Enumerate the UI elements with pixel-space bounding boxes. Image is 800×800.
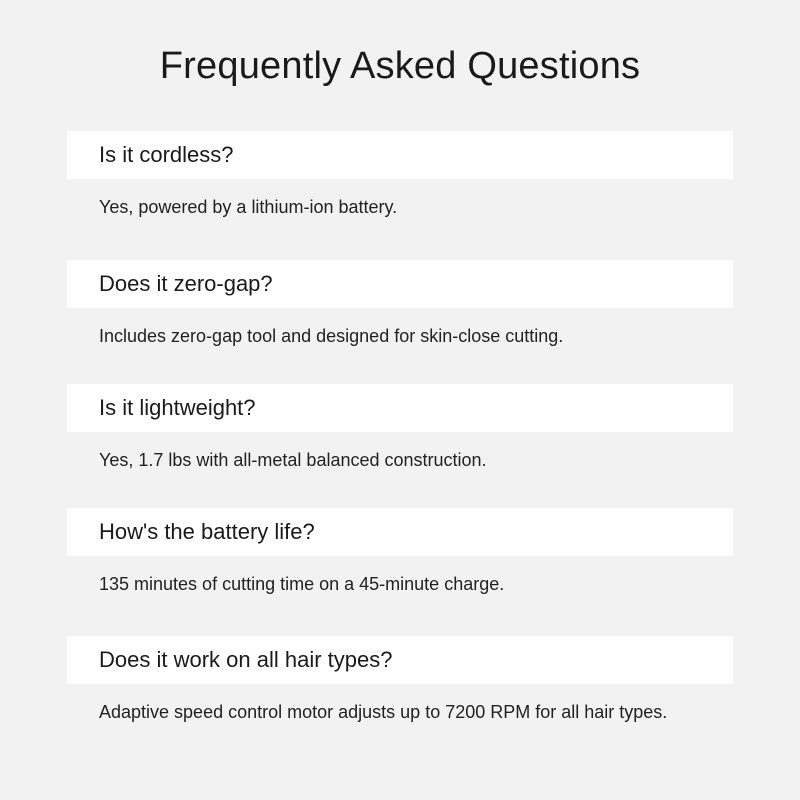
faq-item xyxy=(67,508,733,596)
faq-answer: 135 minutes of cutting time on a 45-minute charge. xyxy=(99,574,505,594)
faq-question[interactable]: Is it lightweight? xyxy=(67,384,733,432)
faq-answer: Yes, powered by a lithium-ion battery. xyxy=(99,197,398,217)
faq-item xyxy=(67,636,733,724)
faq-question[interactable]: How's the battery life? xyxy=(67,508,733,556)
faq-answer: Yes, 1.7 lbs with all-metal balanced construction. xyxy=(99,450,487,470)
faq-question[interactable]: Does it work on all hair types? xyxy=(67,636,733,684)
faq-answer: Includes zero-gap tool and designed for skin-close cutting. xyxy=(99,326,564,346)
faq-answer: Adaptive speed control motor adjusts up to 7200 RPM for all hair types. xyxy=(99,702,668,722)
faq-item xyxy=(67,384,733,472)
faq-item xyxy=(67,131,733,219)
page-title: Frequently Asked Questions xyxy=(159,45,641,87)
faq-question[interactable]: Is it cordless? xyxy=(67,131,733,179)
faq-question[interactable]: Does it zero-gap? xyxy=(67,260,733,308)
faq-item xyxy=(67,260,733,348)
